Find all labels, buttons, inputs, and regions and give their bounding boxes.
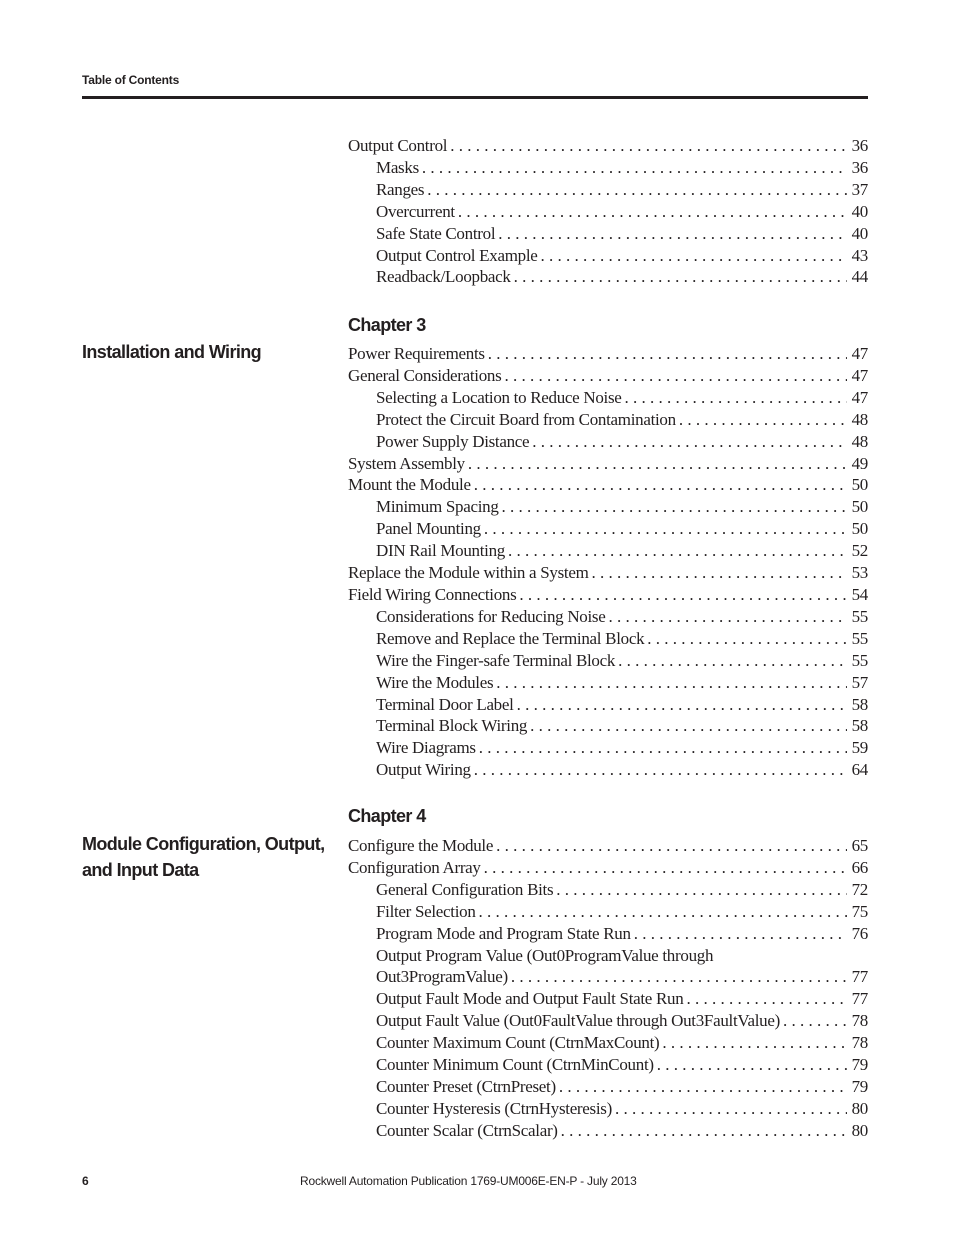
toc-entry-page: 47 [851,365,868,385]
page-number: 6 [82,1174,89,1188]
toc-entry-title: Configure the Module [348,836,494,855]
toc-entry-title: Ranges [376,179,425,199]
toc-entry-title: Output Fault Value (Out0FaultValue through Out3FaultValue) [376,1011,780,1031]
dot-leader [514,266,847,288]
chapter-4-title [82,831,332,883]
running-header: Table of Contents [82,73,180,87]
toc-entry-page: 75 [851,901,868,921]
dot-leader [511,966,847,988]
toc-entry[interactable] [348,496,868,518]
toc-entry-title: Output Fault Mode and Output Fault State Run [376,989,684,1009]
dot-leader [647,628,847,650]
toc-entry-page: 54 [851,584,868,604]
toc-entry-page: 58 [851,694,868,714]
toc-entry-page: 55 [851,628,868,648]
toc-entry[interactable] [348,1032,868,1054]
toc-entry[interactable] [348,266,868,288]
toc-entry-page: 78 [851,1033,868,1053]
toc-entry-title: Terminal Block Wiring [376,716,528,736]
toc-entry-title: Out3ProgramValue) [376,967,508,987]
toc-entry[interactable] [348,988,868,1010]
toc-entry-title: General Considerations [348,365,502,385]
toc-entry-page: 44 [851,267,868,287]
toc-entry-title: Configuration Array [348,857,481,877]
dot-leader [618,650,847,672]
toc-entry-title: Program Mode and Program State Run [376,923,631,943]
toc-entry[interactable] [348,694,868,716]
toc-entry-title: Terminal Door Label [376,694,514,714]
toc-entry-page: 79 [851,1055,868,1075]
chapter-3-toc [348,343,868,781]
toc-entry[interactable] [348,1120,868,1142]
dot-leader [498,223,847,245]
toc-entry-page: 47 [851,387,868,407]
dot-leader [474,474,847,496]
dot-leader [484,518,847,540]
toc-entry-title: Counter Maximum Count (CtrnMaxCount) [376,1033,660,1053]
toc-entry[interactable] [348,1054,868,1076]
toc-entry[interactable] [348,923,868,945]
toc-entry[interactable] [348,157,868,179]
toc-entry[interactable] [348,1098,868,1120]
toc-entry-page: 79 [851,1076,868,1096]
toc-entry-title: Output Program Value (Out0ProgramValue through [376,945,714,965]
toc-entry-title: Power Supply Distance [376,431,530,451]
dot-leader [561,1120,847,1142]
dot-leader [556,879,847,901]
dot-leader [508,540,847,562]
toc-entry[interactable] [348,201,868,223]
toc-entry[interactable] [348,223,868,245]
dot-leader [496,672,847,694]
dot-leader [541,245,848,267]
toc-entry-title: Mount the Module [348,475,471,495]
publication-info: Rockwell Automation Publication 1769-UM006E-EN-P - July 2013 [300,1174,637,1188]
chapter-4-title-line-2: and Input Data [82,860,199,880]
toc-entry[interactable] [348,879,868,901]
toc-entry-page: 47 [851,344,868,363]
chapter-3-label: Chapter 3 [348,315,426,335]
dot-leader [422,157,847,179]
toc-entry-title: Selecting a Location to Reduce Noise [376,387,622,407]
toc-entry-title: Wire Diagrams [376,738,476,758]
toc-entry-title: Considerations for Reducing Noise [376,606,606,626]
dot-leader [479,901,847,923]
dot-leader [488,343,847,365]
toc-entry-page: 36 [851,136,868,155]
dot-leader [679,409,847,431]
dot-leader [484,857,847,879]
toc-block-continued [348,135,868,288]
toc-entry-title: Readback/Loopback [376,267,511,287]
toc-entry-page: 52 [851,541,868,561]
toc-entry-page: 40 [851,201,868,221]
dot-leader [474,759,847,781]
dot-leader [625,387,847,409]
toc-entry[interactable] [348,966,868,988]
toc-entry[interactable] [348,179,868,201]
toc-entry-page: 66 [851,857,868,877]
dot-leader [517,694,847,716]
toc-entry[interactable] [348,135,868,157]
dot-leader [427,179,847,201]
toc-entry-title: Remove and Replace the Terminal Block [376,628,645,648]
dot-leader [468,453,847,475]
toc-entry-page: 59 [851,738,868,758]
toc-entry-title: Masks [376,157,419,177]
toc-entry[interactable] [348,901,868,923]
dot-leader [532,431,847,453]
toc-entry-page: 76 [851,923,868,943]
dot-leader [530,715,847,737]
chapter-4-title-line-1: Module Configuration, Output, [82,834,325,854]
toc-entry[interactable] [348,245,868,267]
toc-entry[interactable] [348,606,868,628]
toc-entry[interactable] [348,1076,868,1098]
toc-entry-page: 80 [851,1098,868,1118]
toc-entry[interactable] [348,584,868,606]
toc-entry[interactable] [348,387,868,409]
toc-entry-page: 65 [851,836,868,855]
toc-entry[interactable] [348,737,868,759]
toc-entry-page: 72 [851,879,868,899]
dot-leader [615,1098,847,1120]
toc-entry[interactable] [348,474,868,496]
toc-entry-title: Protect the Circuit Board from Contamination [376,409,676,429]
toc-entry[interactable] [348,562,868,584]
toc-entry-title: Wire the Finger-safe Terminal Block [376,650,616,670]
toc-entry-page: 55 [851,606,868,626]
toc-entry-title: Output Control Example [376,245,538,265]
toc-entry-title: General Configuration Bits [376,879,554,899]
toc-entry-title: Counter Scalar (CtrnScalar) [376,1120,558,1140]
dot-leader [592,562,847,584]
toc-entry-title: Output Control [348,136,448,155]
dot-leader [504,365,847,387]
toc-entry-page: 49 [851,453,868,473]
toc-entry-title: Panel Mounting [376,519,481,539]
chapter-3-title: Installation and Wiring [82,342,262,362]
toc-entry-page: 36 [851,157,868,177]
toc-entry-page: 77 [851,989,868,1009]
toc-entry[interactable] [348,431,868,453]
toc-entry-page: 57 [851,672,868,692]
toc-entry[interactable] [348,343,868,365]
toc-entry[interactable] [348,628,868,650]
toc-entry-page: 48 [851,431,868,451]
toc-entry[interactable] [348,672,868,694]
chapter-4-label: Chapter 4 [348,806,426,826]
toc-entry-page: 53 [851,563,868,583]
toc-entry-title: Field Wiring Connections [348,584,517,604]
dot-leader [458,201,847,223]
toc-entry-title: Counter Minimum Count (CtrnMinCount) [376,1055,654,1075]
chapter-4-toc [348,835,868,1142]
toc-entry[interactable] [348,857,868,879]
toc-entry[interactable] [348,409,868,431]
header-rule [82,96,868,99]
toc-entry-title: Wire the Modules [376,672,494,692]
toc-entry-title: Replace the Module within a System [348,563,589,583]
toc-entry-title: Counter Hysteresis (CtrnHysteresis) [376,1098,612,1118]
toc-entry[interactable] [348,650,868,672]
toc-entry-title: Power Requirements [348,344,485,363]
toc-entry-page: 55 [851,650,868,670]
dot-leader [608,606,847,628]
toc-entry-page: 48 [851,409,868,429]
toc-entry-title: Safe State Control [376,223,496,243]
dot-leader [559,1076,847,1098]
toc-entry-page: 64 [851,760,868,780]
toc-entry-page: 40 [851,223,868,243]
toc-entry-page: 50 [851,519,868,539]
toc-entry[interactable] [348,945,868,967]
toc-entry-title: Minimum Spacing [376,497,499,517]
toc-entry-page: 80 [851,1120,868,1140]
toc-entry-page: 50 [851,497,868,517]
toc-entry-title: Overcurrent [376,201,455,221]
dot-leader [479,737,847,759]
toc-entry-page: 37 [851,179,868,199]
toc-entry-page: 58 [851,716,868,736]
dot-leader [686,988,847,1010]
toc-entry-title: Output Wiring [376,760,471,780]
toc-entry[interactable] [348,540,868,562]
toc-entry[interactable] [348,453,868,475]
toc-entry-title: Filter Selection [376,901,476,921]
dot-leader [657,1054,847,1076]
dot-leader [634,923,847,945]
dot-leader [502,496,847,518]
toc-entry[interactable] [348,835,868,857]
toc-entry[interactable] [348,759,868,781]
toc-entry-title: System Assembly [348,453,465,473]
dot-leader [662,1032,847,1054]
toc-entry[interactable] [348,518,868,540]
toc-entry-title: Counter Preset (CtrnPreset) [376,1076,556,1096]
toc-entry[interactable] [348,1010,868,1032]
toc-entry[interactable] [348,715,868,737]
toc-entry-page: 50 [851,475,868,495]
toc-entry-title: DIN Rail Mounting [376,541,506,561]
dot-leader [450,135,847,157]
dot-leader [496,835,847,857]
dot-leader [783,1010,847,1032]
dot-leader [519,584,847,606]
toc-entry[interactable] [348,365,868,387]
toc-entry-page: 77 [851,967,868,987]
toc-entry-page: 43 [851,245,868,265]
toc-entry-page: 78 [851,1011,868,1031]
